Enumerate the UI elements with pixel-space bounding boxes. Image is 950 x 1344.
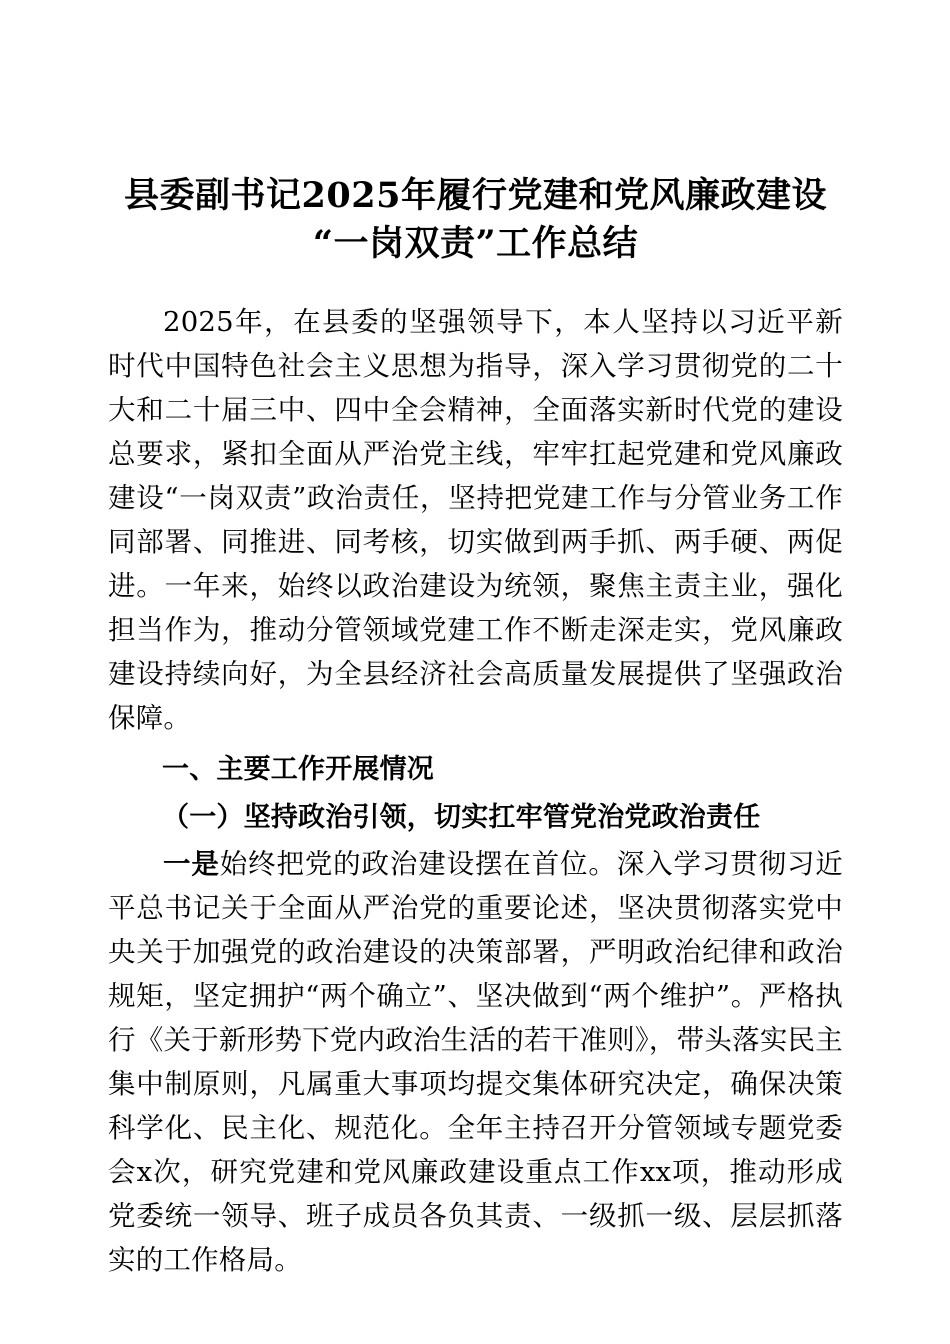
point-one-body: 始终把党的政治建设摆在首位。深入学习贯彻习近平总书记关于全面从严治党的重要论述，坚决贯彻落实党中央关于加强党的政治建设的决策部署，严明政治纪律和政治规矩，坚定拥护“两个确立”、坚决做到“两个维护”。严格执行《关于新形势下党内政治生活的若干准则》，带头落实民主集中制原则，凡属重大事项均提交集体研究决定，确保决策科学化、民主化、规范化。全年主持召开分管领域专题党委会x次，研究党建和党风廉政建设重点工作xx项，推动形成党委统一领导、班子成员各负其责、一级抓一级、层层抓落实的工作格局。 (108, 848, 843, 1276)
intro-paragraph: 2025年，在县委的坚强领导下，本人坚持以习近平新时代中国特色社会主义思想为指导，深入学习贯彻党的二十大和二十届三中、四中全会精神，全面落实新时代党的建设总要求，紧扣全面从严治党主线，牢牢扛起党建和党风廉政建设“一岗双责”政治责任，坚持把党建工作与分管业务工作同部署、同推进、同考核，切实做到两手抓、两手硬、两促进。一年来，始终以政治建设为统领，聚焦主责主业，强化担当作为，推动分管领域党建工作不断走深走实，党风廉政建设持续向好，为全县经济社会高质量发展提供了坚强政治保障。 (108, 306, 843, 734)
point-one-paragraph (108, 840, 843, 1282)
subsection-heading-1-1: （一）坚持政治引领，切实扛牢管党治党政治责任 (162, 802, 761, 833)
section-heading-1: 一、主要工作开展情况 (162, 754, 434, 785)
document-title: 县委副书记2025年履行党建和党风廉政建设“一岗双责”工作总结 (124, 175, 827, 264)
point-one-lead: 一是 (163, 848, 220, 880)
